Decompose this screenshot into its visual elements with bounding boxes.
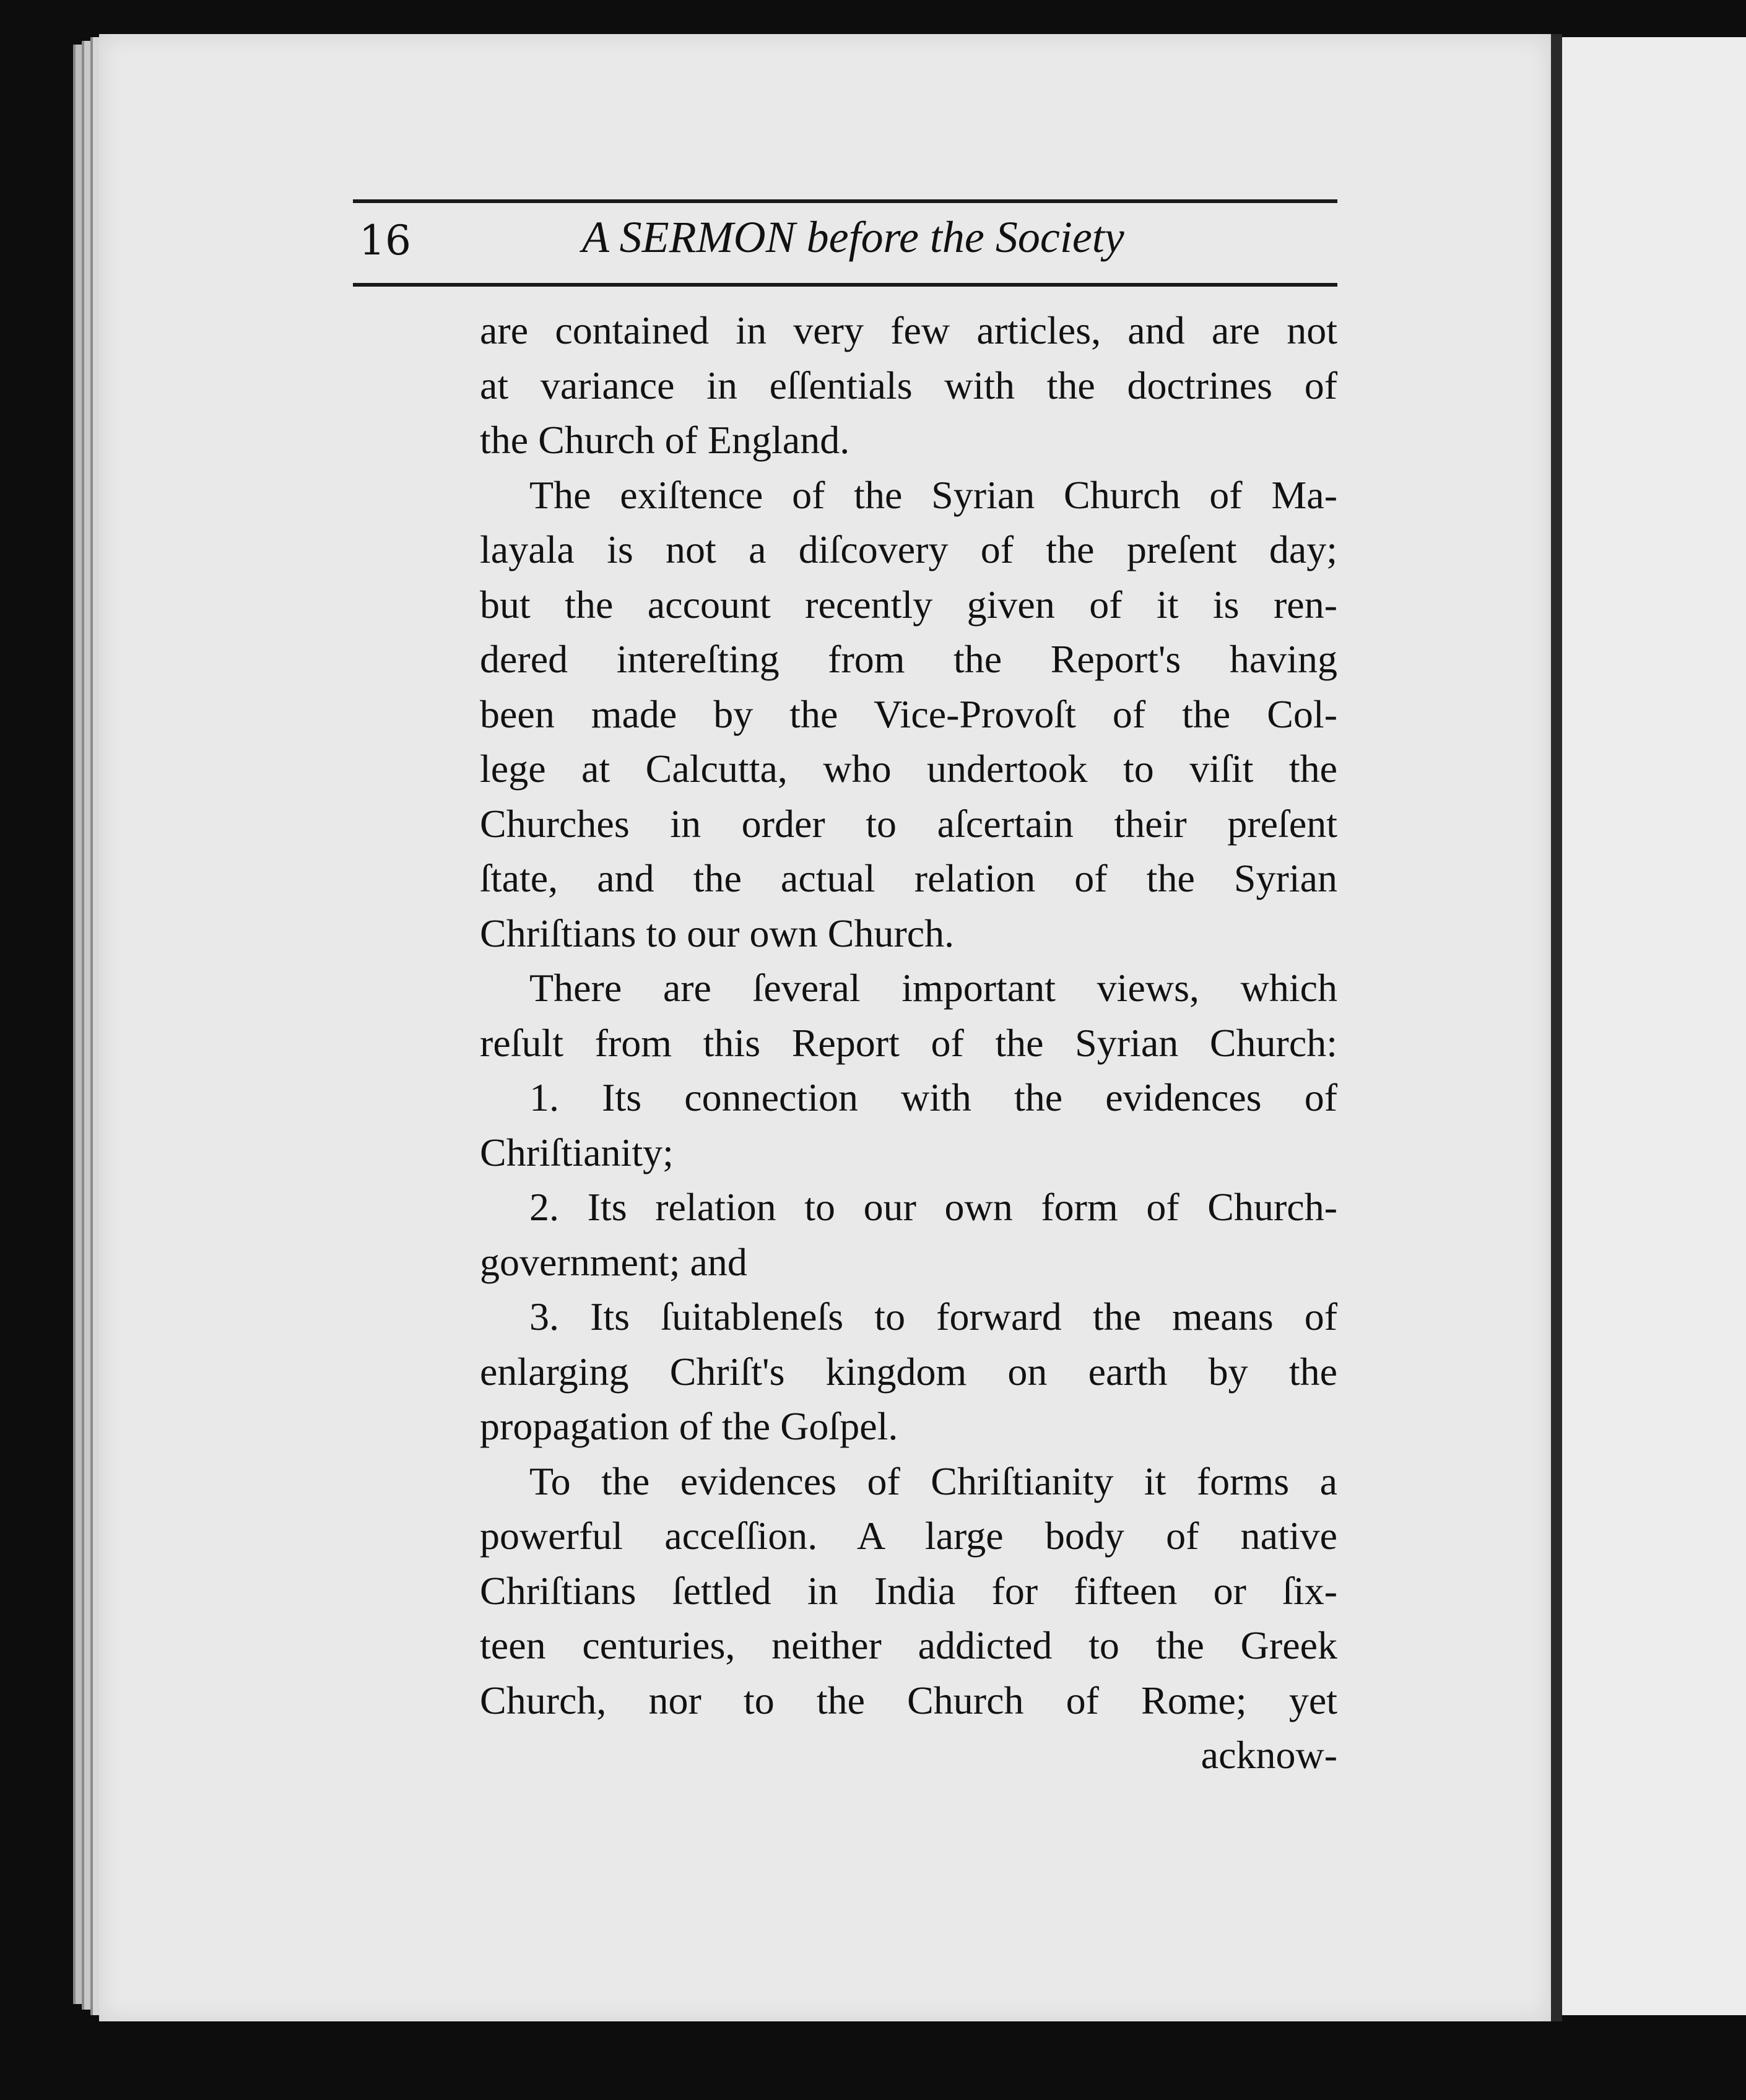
catchword: acknow- [1201,1733,1337,1777]
text-line: powerful acceſſion. A large body of native [480,1514,1337,1558]
text-line: are contained in very few articles, and are not [480,308,1337,352]
text-line: The exiſtence of the Syrian Church of Ma- [529,472,1337,517]
text-line: government; and [480,1239,747,1284]
text-line: 2. Its relation to our own form of Church- [529,1185,1337,1229]
text-line: layala is not a diſcovery of the preſent day; [480,527,1337,571]
text-line: but the account recently given of it is ren- [480,582,1337,627]
running-head: A SERMON before the Society [582,212,1124,262]
text-line: Chriſtianity; [480,1130,674,1174]
text-line: 3. Its ſuitableneſs to forward the means of [529,1295,1337,1339]
text-line: 1. Its connection with the evidences of [529,1075,1337,1119]
text-line: at variance in eſſentials with the doctrines of [480,363,1337,407]
text-line: propagation of the Goſpel. [480,1404,898,1448]
text-line: teen centuries, neither addicted to the Greek [480,1623,1337,1667]
text-line: Churches in order to aſcertain their preſent [480,801,1337,846]
text-line: Church, nor to the Church of Rome; yet [480,1678,1337,1722]
text-line: Chriſtians ſettled in India for fifteen or ſix- [480,1568,1337,1613]
book-gutter [1551,34,1562,2021]
text-line: been made by the Vice-Provoſt of the Col- [480,692,1337,736]
facing-page [1562,37,1746,2015]
text-line: enlarging Chriſt's kingdom on earth by the [480,1349,1337,1394]
text-line: the Church of England. [480,418,850,462]
text-line: There are ſeveral important views, which [529,966,1337,1010]
page-number: 16 [359,217,411,264]
text-line: dered intereſting from the Report's having [480,637,1337,681]
text-line: ſtate, and the actual relation of the Syrian [480,856,1337,900]
text-line: Chriſtians to our own Church. [480,911,955,955]
text-line: lege at Calcutta, who undertook to viſit the [480,747,1337,791]
header-rule-top [353,199,1337,203]
text-line: To the evidences of Chriſtianity it forms a [529,1459,1337,1503]
header-rule-bottom [353,283,1337,287]
text-line: reſult from this Report of the Syrian Church: [480,1020,1337,1065]
body-text [480,303,1337,1783]
